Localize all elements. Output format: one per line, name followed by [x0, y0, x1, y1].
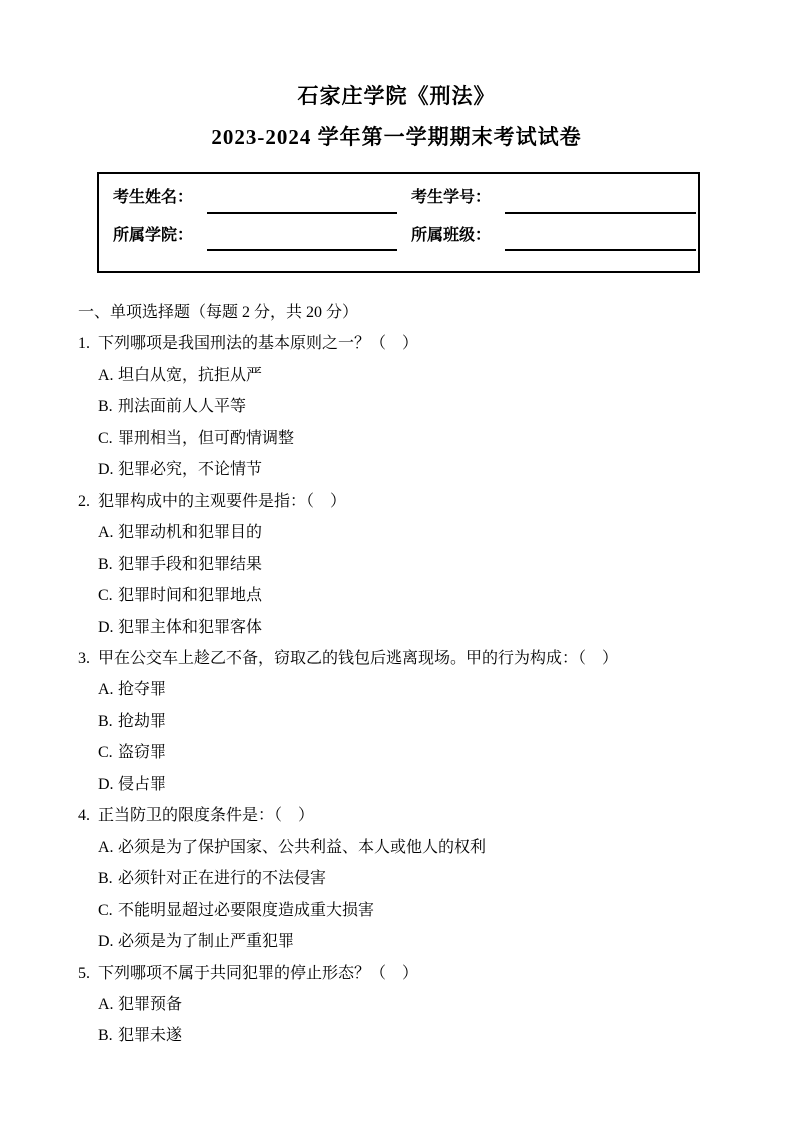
option-letter: D. [98, 461, 114, 479]
question-1-option-c [78, 423, 763, 454]
name-label: 考生姓名： [113, 189, 194, 206]
student-info-box [97, 172, 700, 273]
option-letter: A. [98, 681, 114, 699]
class-fill-line [505, 249, 696, 251]
question-2-option-d [78, 612, 763, 643]
option-letter: C. [98, 744, 113, 762]
college-label: 所属学院： [113, 227, 194, 244]
question-number: 4. [78, 807, 90, 825]
question-5-option-a [78, 989, 763, 1020]
question-1 [78, 328, 763, 359]
question-3-option-b [78, 706, 763, 737]
question-1-option-b [78, 391, 763, 422]
option-text: 抢劫罪 [118, 712, 167, 730]
option-text: 抢夺罪 [118, 681, 167, 699]
option-letter: D. [98, 775, 114, 793]
question-4-option-c [78, 895, 763, 926]
question-number: 2. [78, 492, 90, 510]
option-letter: D. [98, 618, 114, 636]
question-3-option-a [78, 674, 763, 705]
question-1-option-a [78, 360, 763, 391]
option-letter: A. [98, 995, 114, 1013]
class-label: 所属班级： [411, 227, 492, 244]
question-3-option-d [78, 769, 763, 800]
question-4-option-a [78, 832, 763, 863]
option-letter: B. [98, 555, 113, 573]
option-text: 犯罪动机和犯罪目的 [118, 524, 263, 542]
option-text: 犯罪必究，不论情节 [118, 461, 263, 479]
option-text: 犯罪未遂 [118, 1027, 183, 1045]
student-id-label: 考生学号： [411, 189, 492, 206]
option-letter: B. [98, 870, 113, 888]
option-letter: D. [98, 933, 114, 951]
option-text: 犯罪主体和犯罪客体 [118, 618, 263, 636]
question-4-option-d [78, 926, 763, 957]
section-heading: 一、单项选择题（每题 2 分，共 20 分） [78, 304, 359, 321]
option-letter: C. [98, 901, 113, 919]
question-1-option-d [78, 454, 763, 485]
option-text: 犯罪时间和犯罪地点 [118, 587, 263, 605]
option-text: 不能明显超过必要限度造成重大损害 [118, 901, 375, 919]
question-text: 下列哪项不属于共同犯罪的停止形态？（ ） [98, 964, 419, 982]
question-number: 3. [78, 649, 90, 667]
college-fill-line [207, 249, 397, 251]
option-text: 犯罪预备 [118, 995, 183, 1013]
option-text: 刑法面前人人平等 [118, 398, 247, 416]
question-5-option-b [78, 1020, 763, 1051]
question-3-option-c [78, 737, 763, 768]
option-text: 罪刑相当，但可酌情调整 [118, 429, 295, 447]
option-text: 盗窃罪 [118, 744, 167, 762]
question-text: 下列哪项是我国刑法的基本原则之一？（ ） [98, 335, 419, 353]
option-text: 必须是为了保护国家、公共利益、本人或他人的权利 [118, 838, 487, 856]
question-4 [78, 800, 763, 831]
option-letter: B. [98, 1027, 113, 1045]
option-text: 犯罪手段和犯罪结果 [118, 555, 263, 573]
option-letter: B. [98, 712, 113, 730]
option-letter: C. [98, 587, 113, 605]
option-text: 必须是为了制止严重犯罪 [118, 933, 295, 951]
question-2-option-a [78, 517, 763, 548]
student-id-fill-line [505, 212, 696, 214]
question-2 [78, 486, 763, 517]
name-fill-line [207, 212, 397, 214]
question-number: 1. [78, 335, 90, 353]
option-letter: B. [98, 398, 113, 416]
question-number: 5. [78, 964, 90, 982]
option-letter: C. [98, 429, 113, 447]
question-2-option-b [78, 549, 763, 580]
exam-subtitle: 2023-2024 学年第一学期期末考试试卷 [211, 125, 582, 149]
exam-title: 石家庄学院《刑法》 [297, 84, 496, 108]
question-4-option-b [78, 863, 763, 894]
option-text: 必须针对正在进行的不法侵害 [118, 870, 327, 888]
option-text: 坦白从宽，抗拒从严 [118, 366, 263, 384]
question-text: 犯罪构成中的主观要件是指：（ ） [98, 492, 347, 510]
option-letter: A. [98, 524, 114, 542]
questions-section [78, 297, 763, 1052]
option-letter: A. [98, 366, 114, 384]
option-text: 侵占罪 [118, 775, 167, 793]
question-text: 甲在公交车上趁乙不备，窃取乙的钱包后逃离现场。甲的行为构成：（ ） [98, 649, 619, 667]
question-5 [78, 958, 763, 989]
option-letter: A. [98, 838, 114, 856]
question-3 [78, 643, 763, 674]
question-text: 正当防卫的限度条件是：（ ） [98, 807, 315, 825]
question-2-option-c [78, 580, 763, 611]
